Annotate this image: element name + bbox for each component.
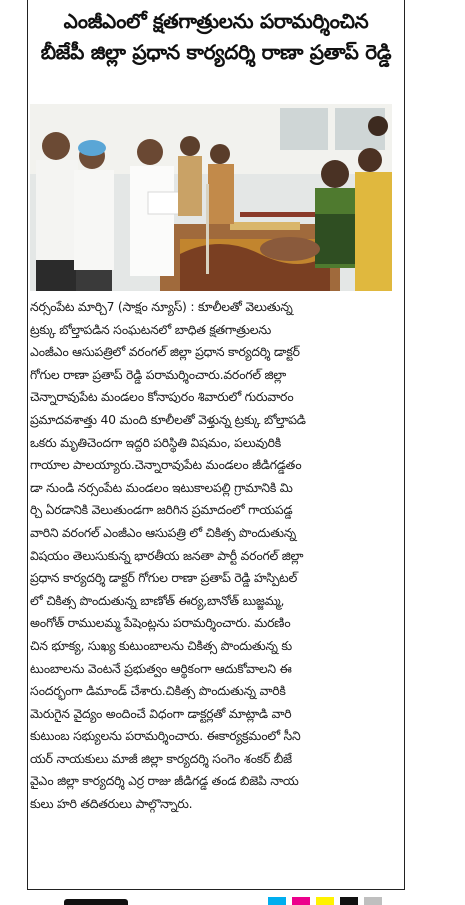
- article-line: అంగోత్ రాములమ్మ పేషెంట్లను పరామర్శించారు. మరణిం: [30, 615, 291, 631]
- article-line: మెరుగైన వైద్యం అందించే విధంగా డాక్టర్లతో మాట్లాడి వారి: [30, 705, 292, 721]
- headline: [30, 6, 402, 68]
- hospital-visit-photo: [30, 104, 392, 291]
- article-line: టుంబాలను వెంటనే ప్రభుత్వం ఆర్థికంగా ఆదుకోవాలని ఈ: [30, 660, 292, 676]
- article-line: ఎంజీఎం ఆసుపత్రిలో వరంగల్ జిల్లా ప్రధాన కార్యదర్శి డాక్టర్: [30, 344, 300, 360]
- cyan-swatch: [268, 897, 286, 905]
- article-line: ఒకరు మృతిచెందగా ఇద్దరి పరిస్థితి విషమం, పలువురికి: [30, 434, 281, 450]
- article-body: [30, 296, 396, 816]
- article-line: విషయం తెలుసుకున్న భారతీయ జనతా పార్టీ వరంగల్ జిల్లా: [30, 547, 304, 563]
- article-line: చెన్నారావుపేట మండలం కోనాపురం శివారులో గురువారం: [30, 389, 294, 405]
- yellow-swatch: [316, 897, 334, 905]
- gray-swatch: [364, 897, 382, 905]
- article-line: సందర్భంగా డిమాండ్ చేశారు.చికిత్స పొందుతున్న వారికి: [30, 683, 286, 699]
- headline-line-1: ఎంజీఎంలో క్షతగాత్రులను పరామర్శించిన: [63, 9, 369, 33]
- article-line: కుటుంబ సభ్యులను పరామర్శించారు. ఈకార్యక్రమంలో సీని: [30, 728, 301, 744]
- article-line: వారిని వరంగల్ ఎంజీఎం ఆసుపత్రి లో చికిత్స పొందుతున్న: [30, 524, 296, 540]
- news-photo: [30, 104, 392, 291]
- article-line: చిన భూక్య, సుఖ్య కుటుంబాలను చికిత్స పొందుతున్న కు: [30, 637, 292, 653]
- article-line: గాయాల పాలయ్యారు.చెన్నారావుపేట మండలం జీడిగడ్డతం: [30, 457, 302, 473]
- magenta-swatch: [292, 897, 310, 905]
- article-line: నర్సంపేట మార్చి7 (సాక్షం న్యూస్) : కూలీలతో వెలుతున్న: [30, 299, 293, 314]
- article-line: ట్రక్కు బోల్తాపడిన సంఘటనలో బాధిత క్షతగాత్రులను: [30, 321, 272, 337]
- article-line: ప్రమాదవశాత్తు 40 మంది కూలీలతో వెళ్తున్న ట్రక్కు బోల్తాపడి: [30, 411, 306, 427]
- article-line: గోగుల రాణా ప్రతాప్ రెడ్డి పరామర్శించారు.వరంగల్ జిల్లా: [30, 366, 286, 382]
- article-line: కులు హరి తదితరులు పాల్గొన్నారు.: [30, 796, 193, 812]
- article-line: డా నుండి నర్సంపేట మండలం ఇటుకాలపల్లి గ్రామానికి మి: [30, 479, 293, 495]
- black-swatch: [340, 897, 358, 905]
- article-line: యర్ నాయకులు మాజీ జిల్లా కార్యదర్శి సంగెం శంకర్ బీజే: [30, 750, 292, 766]
- registration-mark: [64, 899, 128, 905]
- article-line: ర్చి ఏరడానికి వెలుతుండగా జరిగిన ప్రమాదంలో గాయపడ్డ: [30, 502, 293, 518]
- headline-line-2: బీజేపీ జిల్లా ప్రధాన కార్యదర్శి రాణా ప్రతాప్ రెడ్డి: [40, 40, 392, 64]
- article-line: ప్రధాన కార్యదర్శి డాక్టర్ గోగుల రాణా ప్రతాప్ రెడ్డి హస్పిటల్: [30, 570, 297, 586]
- article-line: లో చికిత్స పొందుతున్న బాణోత్ ఈర్య,బానోత్ బుజ్జమ్మ,: [30, 592, 285, 608]
- article-line: వైఎం జిల్లా కార్యదర్శి ఎర్ర రాజు జీడిగడ్డ తండ బిజెపి నాయ: [30, 773, 299, 789]
